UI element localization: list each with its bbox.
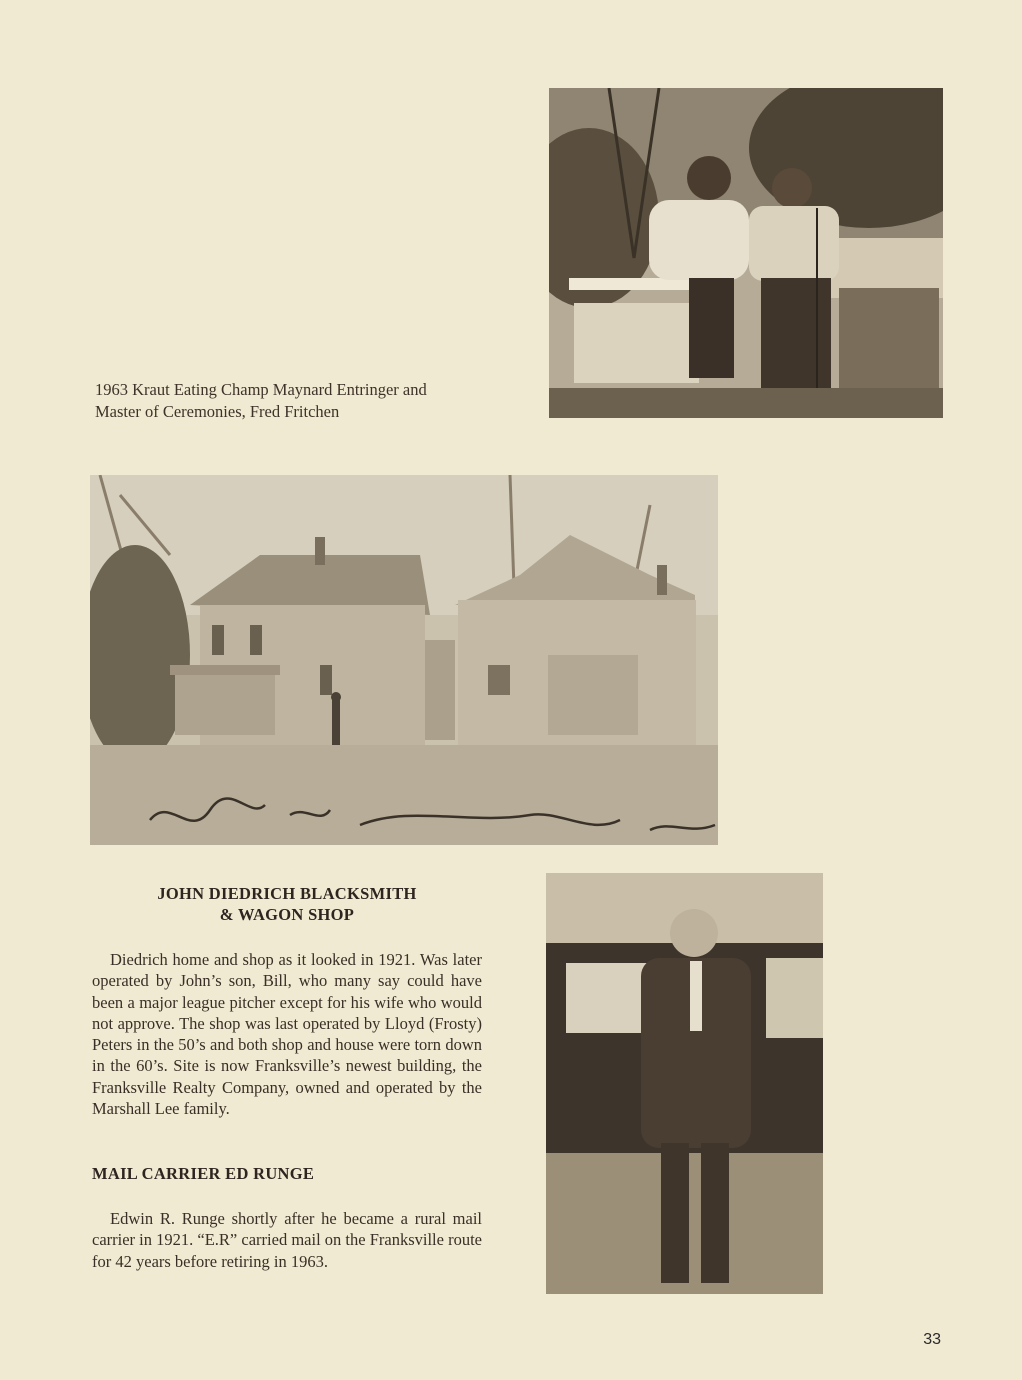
ed-runge-photo bbox=[546, 873, 823, 1294]
page-number: 33 bbox=[923, 1331, 941, 1348]
mail-carrier-body-text: Edwin R. Runge shortly after he became a rural mail carrier in 1921. “E.R” carried mail on the Franksville route for 42 years before retiring in 1963. bbox=[92, 1209, 482, 1271]
blacksmith-heading bbox=[92, 883, 482, 925]
blacksmith-heading-line-2: & WAGON SHOP bbox=[219, 905, 355, 924]
blacksmith-body-text: Diedrich home and shop as it looked in 1921. Was later operated by John’s son, Bill, who many say could have been a major league pitcher except for his wife who would not approve. The shop was last operated by Lloyd (Frosty) Peters in the 50’s and both shop and house were torn down in the 60’s. Site is now Franksville’s newest building, the Franksville Realty Company, owned and operated by the Marshall Lee family. bbox=[92, 950, 482, 1119]
mail-carrier-heading bbox=[92, 1163, 482, 1184]
kraut-caption-line-1: 1963 Kraut Eating Champ Maynard Entringer and bbox=[95, 380, 427, 399]
mail-carrier-paragraph bbox=[92, 1208, 482, 1272]
kraut-caption-line-2: Master of Ceremonies, Fred Fritchen bbox=[95, 402, 340, 421]
kraut-champ-photo bbox=[549, 88, 943, 418]
blacksmith-shop-photo bbox=[90, 475, 718, 845]
kraut-champ-caption bbox=[95, 379, 515, 423]
blacksmith-paragraph bbox=[92, 949, 482, 1119]
mail-carrier-heading-text: MAIL CARRIER ED RUNGE bbox=[92, 1164, 315, 1183]
blacksmith-heading-line-1: JOHN DIEDRICH BLACKSMITH bbox=[157, 884, 417, 903]
